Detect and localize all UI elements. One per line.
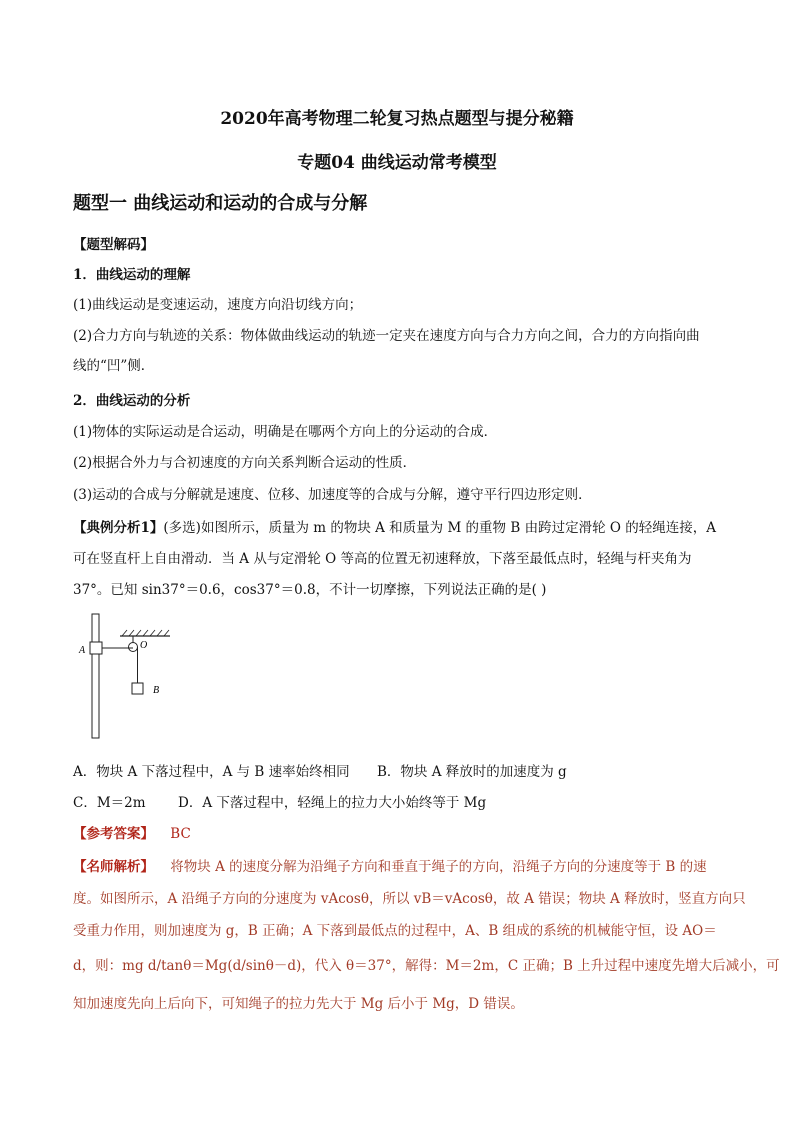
paragraph-1: (1)曲线运动是变速运动，速度方向沿切线方向；	[73, 297, 363, 313]
block-b	[132, 683, 143, 694]
paragraph-2a: (2)合力方向与轨迹的关系：物体做曲线运动的轨迹一定夹在速度方向与合力方向之间，合力的方向指向曲	[73, 328, 700, 344]
example-question-line-1	[73, 516, 716, 536]
vertical-rod	[92, 614, 99, 738]
analysis-line-1	[73, 855, 707, 875]
analysis-text-3: 受重力作用，则加速度为 g，B 正确；A 下落到最低点的过程中，A、B 组成的系统的机械能守恒，设 AO＝	[73, 923, 717, 939]
question-text-2: 可在竖直杆上自由滑动．当 A 从与定滑轮 O 等高的位置无初速释放，下落至最低点时，轻绳与杆夹角为	[73, 551, 692, 567]
paragraph-2b: 线的“凹”侧．	[73, 358, 155, 374]
analysis-text-2: 度。如图所示，A 沿绳子方向的分速度为 vAcosθ，所以 vB＝vAcosθ，故 A 错误；物块 A 释放时，竖直方向只	[73, 891, 746, 907]
option-b: B．物块 A 释放时的加速度为 g	[377, 764, 567, 780]
question-text-3: 37°。已知 sin37°＝0.6，cos37°＝0.8，不计一切摩擦，下列说法正确的是( )	[73, 582, 547, 598]
answer-line	[73, 822, 191, 842]
paragraph-5: (3)运动的合成与分解就是速度、位移、加速度等的合成与分解，遵守平行四边形定则．	[73, 487, 592, 503]
heading-curve-understanding: 1．曲线运动的理解	[73, 267, 191, 283]
section-heading: 题型一 曲线运动和运动的合成与分解	[73, 193, 368, 214]
label-b: B	[153, 685, 160, 696]
heading-curve-analysis: 2．曲线运动的分析	[73, 393, 191, 409]
paragraph-4: (2)根据合外力与合初速度的方向关系判断合运动的性质．	[73, 455, 417, 471]
option-d: D．A 下落过程中，轻绳上的拉力大小始终等于 Mg	[178, 795, 487, 811]
answer-value: BC	[170, 826, 191, 842]
paragraph-3: (1)物体的实际运动是合运动，明确是在哪两个方向上的分运动的合成．	[73, 424, 498, 440]
label-o: O	[140, 640, 148, 651]
analysis-tag: 【名师解析】	[73, 859, 154, 875]
document-subtitle: 专题04 曲线运动常考模型	[297, 153, 497, 173]
question-text-1: (多选)如图所示，质量为 m 的物块 A 和质量为 M 的重物 B 由跨过定滑轮 O 的轻绳连接，A	[163, 520, 716, 536]
answer-tag: 【参考答案】	[73, 826, 154, 842]
pulley-o	[129, 643, 138, 652]
document-title: 2020年高考物理二轮复习热点题型与提分秘籍	[220, 109, 574, 129]
option-a: A．物块 A 下落过程中，A 与 B 速率始终相同	[73, 764, 350, 780]
decode-tag: 【题型解码】	[73, 237, 154, 253]
analysis-text-5: 知加速度先向上后向下，可知绳子的拉力先大于 Mg 后小于 Mg，D 错误。	[73, 996, 524, 1012]
analysis-text-1: 将物块 A 的速度分解为沿绳子方向和垂直于绳子的方向，沿绳子方向的分速度等于 B 的速	[170, 859, 707, 875]
option-c: C．M＝2m	[73, 795, 146, 811]
label-a: A	[79, 645, 86, 656]
block-a	[90, 642, 102, 654]
pulley-diagram	[78, 612, 188, 742]
example-tag: 【典例分析1】	[73, 520, 164, 536]
analysis-text-4: d，则：mg d/tanθ＝Mg(d/sinθ－d)，代入 θ＝37°，解得：M＝2m，C 正确；B 上升过程中速度先增大后减小，可	[73, 958, 780, 974]
